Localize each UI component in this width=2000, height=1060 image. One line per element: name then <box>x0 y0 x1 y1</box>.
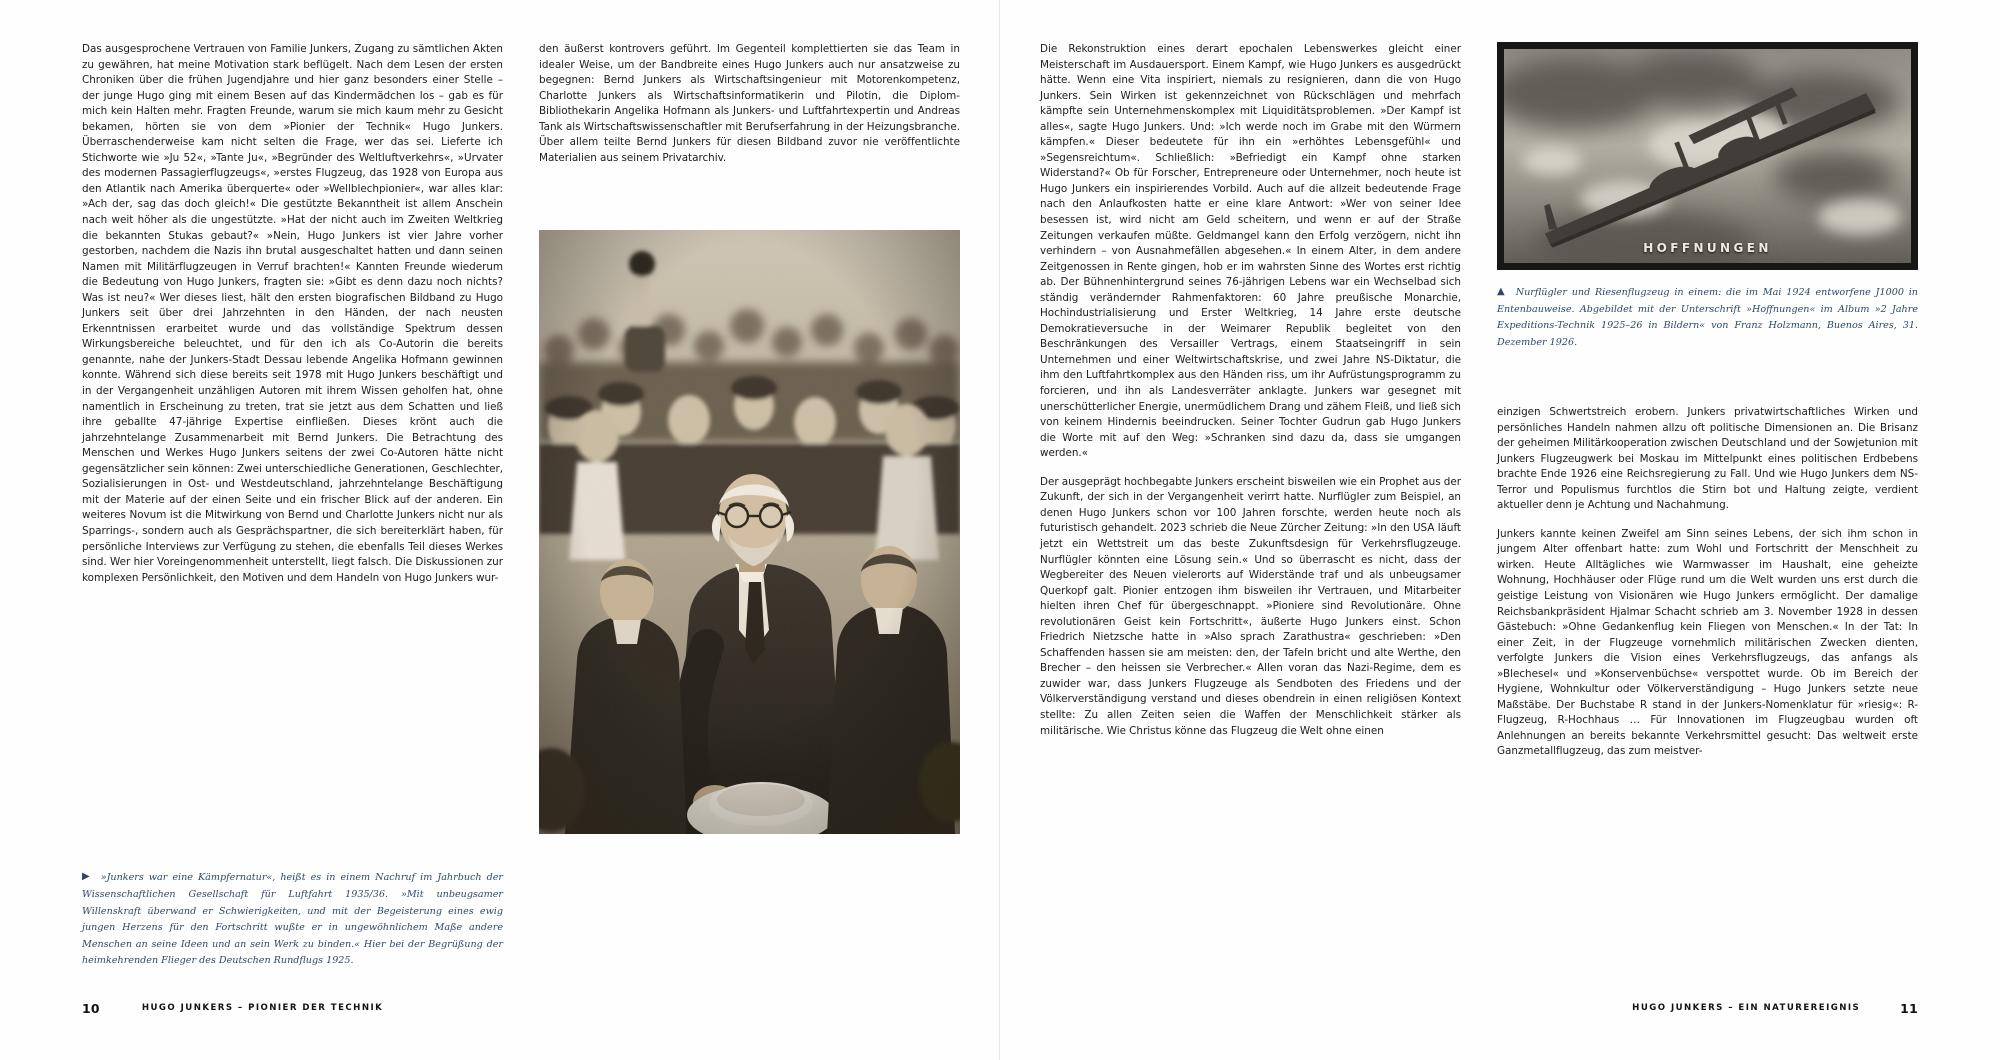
plane-photo-overlay-text: HOFFNUNGEN <box>1643 241 1772 255</box>
crowd-photo-artwork <box>539 230 960 834</box>
triangle-right-icon: ▶ <box>82 871 90 883</box>
figure-caption-crowd <box>82 870 503 970</box>
left-page-footer <box>82 1000 383 1016</box>
plane-photo-frame <box>1497 42 1918 270</box>
caption-text <box>82 870 503 970</box>
plane-photo-image <box>1504 49 1911 263</box>
body-paragraph: Die Rekonstruktion eines derart epochalen Lebenswerkes gleicht einer Meisterschaft im Ausdauersport. Einem Kampf, wie Hugo Junkers es ausgedrückt hätte. Wenn eine Vita inspiriert, niemals zu resignieren, dann die von Hugo Junkers. Sein Wirken ist gekennzeichnet von Rückschlägen und mehrfach kämpfte sein Unternehmenskomplex mit Liquiditätsproblemen. »Der Kampf ist alles«, sagte Hugo Junkers. Und: »Ich werde noch im Grabe mit den Würmern kämpfen.« Dieser bedeutete für ihn ein »erhöhtes Lebensgefühl« und »Segensreichtum«. Schließlich: »Befriedigt ein Kampf ohne starken Widerstand?« Ob für Forscher, Entrepreneure oder Unternehmer, noch heute ist Hugo Junkers ein inspirierendes Vorbild. Auch auf die allzeit bedeutende Frage nach den Anlaufkosten hatte er eine klare Antwort: »Wer von seiner Idee besessen ist, wird nicht am Geld scheitern, und wenn er auf der Straße Zeitungen verkaufen müßte. Geldmangel kann den Erfolg verzögern, nicht ihn verhindern – von Ausnahmefällen abgesehen.« In einem Alter, in dem andere Zeitgenossen in Rente gingen, hob er im wahrsten Sinne des Wortes erst richtig ab. Der Bühnenhintergrund seines 76-jährigen Lebens war ein Wechselbad sich ständig verändernder Rahmenfaktoren: 60 Jahre preußische Monarchie, Hochindustrialisierung und Erster Weltkrieg, 14 Jahre erste deutsche Demokratieversuche in der Weimarer Republik begleitet von den Beschränkungen des Versailler Vertrags, einem Staatseingriff in sein Unternehmen und einer Weltwirtschaftskrise, und zwei Jahre NS-Diktatur, die ihm den Luftfahrtkomplex aus den Händen riss, um ihr Aufrüstungsprogramm zu forcieren, und ihn als Landesverräter anklagte. Junkers war gesegnet mit unerschütterlicher Energie, unermüdlichem Drang und zähem Fleiß, und ließ sich von keinem Hindernis beeindrucken. Seiner Tochter Gudrun gab Hugo Junkers die Worte mit auf den Weg: »Schranken sind dazu da, dass sie umgangen werden.« <box>1040 43 1461 460</box>
plane-photo <box>1497 42 1918 270</box>
folio-number: 10 <box>82 1000 100 1016</box>
column-2 <box>539 42 960 970</box>
body-paragraph: den äußerst kontrovers geführt. Im Gegenteil komplettierten sie das Team in idealer Weise, um der Bandbreite eines Hugo Junkers auch nur ansatzweise zu begegnen: Bernd Junkers als Wirtschaftsingenieur mit Motorenkompetenz, Charlotte Junkers als Wirtschaftsinformatikerin und Pilotin, die Diplom-Bibliothekarin Angelika Hofmann als Junkers- und Luftfahrtexpertin und Andreas Tank als Wirtschaftswissenschaftler mit Berufserfahrung in der Heizungsbranche. Über allem teilte Bernd Junkers für diesen Bildband zuvor nie veröffentlichte Materialien aus seinem Privatarchiv. <box>539 43 960 164</box>
running-head: HUGO JUNKERS – PIONIER DER TECHNIK <box>141 1003 384 1013</box>
left-page-columns <box>82 42 960 970</box>
column-4-text <box>1497 405 1918 760</box>
body-paragraph: Junkers kannte keinen Zweifel am Sinn seines Lebens, der sich ihm schon in jungem Alter offenbart hatte: zum Wohl und Fortschritt der Menschheit zu wirken. Heute Alltägliches wie Warmwasser im Haushalt, eine geheizte Wohnung, Hochhäuser oder Flüge rund um die Welt wurden uns erst durch die geistige Leistung von Visionären wie Hugo Junkers ermöglicht. Der damalige Reichsbankpräsident Hjalmar Schacht schrieb am 3. November 1928 in dessen Gästebuch: »Ohne Gedankenflug kein Fliegen von Menschen.« In der Tat: In einer Zeit, in der Flugzeuge vornehmlich militärischen Zwecken dienten, verfolgte Junkers die Vision eines Verkehrsflugzeugs, das anfangs als »Blechesel« und »Konservenbüchse« verspottet wurde. Ob im Bereich der Hygiene, Wohnkultur oder Völkerverständigung – Hugo Junkers setzte neue Maßstäbe. Der Buchstabe R stand in der Junkers-Nomenklatur für »riesig«: R-Flugzeug, R-Hochhaus … Für Innovationen im Flugzeugbau wurden oft Anlehnungen an bereits bekannte Verkehrsmittel gesucht: Das weltweit erste Ganzmetallflugzeug, das zum meistver- <box>1497 527 1918 758</box>
body-paragraph: Das ausgesprochene Vertrauen von Familie Junkers, Zugang zu sämtlichen Akten zu gewähren, hat meine Motivation stark beflügelt. Nach dem Lesen der ersten Chroniken über die frühen Jugendjahre und hier ganz besonders einer Stelle – der junge Hugo ging mit einem Besen auf das Kindermädchen los – gab es für mich kein Halten mehr. Fragten Freunde, warum sie mich kaum mehr zu Gesicht bekamen, hörten sie von dem »Pionier der Technik« Hugo Junkers. Überraschenderweise kam nicht selten die Frage, wer das sei. Lieferte ich Stichworte wie »Ju 52«, »Tante Ju«, »Begründer des Weltluftverkehrs«, »Urvater des modernen Passagierflugzeugs«, »erstes Flugzeug, das 1928 von Europa aus den Atlantik nach Amerika überquerte« oder »Wellblechpionier«, war alles klar: »Ach der, sag das doch gleich!« Die gestützte Bekanntheit ist allem Anschein nach weit höher als die ungestützte. »Hat der nicht auch im Zweiten Weltkrieg die bekannten Stukas gebaut?« »Nein, Hugo Junkers ist vier Jahre vorher gestorben, nachdem die Nazis ihn brutal ausgeschaltet hatten und dann seinen Namen mit Militärflugzeugen in Verruf brachten!« Kannten Freunde wiederum die Bedeutung von Hugo Junkers, fragten sie: »Gibt es denn dazu noch nichts? Was ist neu?« Wer dieses liest, hält den ersten biografischen Bildband zu Hugo Junkers seit über drei Jahrzehnten in den Händen, der nach neusten Erkenntnissen erarbeitet wurde und das vollständige Spektrum dessen Wirkungsbereiche beleuchtet, und für den ich als Co-Autorin die bereits genannte, nahe der Junkers-Stadt Dessau lebende Angelika Hofmann gewinnen konnte. Während sich diese bereits seit 1978 mit Hugo Junkers beschäftigt und in der Vergangenheit unzähligen Autoren mit ihrem Wissen geholfen hat, ohne namentlich in Erscheinung zu treten, trat sie jetzt aus dem Schatten und ließ ihre geballte 47-jährige Expertise einfließen. Dieses krönt auch die jahrzehntelange Zusammenarbeit mit Bernd Junkers. Die Betrachtung des Menschen und Werkes Hugo Junkers seitens der zwei Co-Autoren hätte nicht gegensätzlicher sein können: Zwei unterschiedliche Generationen, Geschlechter, Sozialisierungen in Ost- und Westdeutschland, jahrzehntelange Beschäftigung mit der Materie auf der einen Seite und ein frischer Blick auf der anderen. Ein weiteres Novum ist die Mitwirkung von Bernd und Charlotte Junkers nicht nur als Sparrings-, sondern auch als Gesprächspartner, die sich bereiterklärt haben, für persönliche Interviews zur Verfügung zu stehen, die ebenfalls Teil dieses Werkes sind. Wer hier Voreingenommenheit unterstellt, liegt falsch. Die Diskussionen zur komplexen Persönlichkeit, den Motiven und dem Handeln von Hugo Junkers wur- <box>82 43 503 584</box>
column-3 <box>1040 42 1461 970</box>
column-1 <box>82 42 503 970</box>
column-4 <box>1497 42 1918 970</box>
caption-body: »Junkers war eine Kämpfernatur«, heißt es in einem Nachruf im Jahrbuch der Wissenschaftlichen Gesellschaft für Luftfahrt 1935/36. »Mit unbeugsamer Willenskraft überwand er Schwierigkeiten, und mit der Begeisterung eines ewig jungen Herzens für den Fortschritt wußte er in ungewöhnlichem Maße andere Menschen an seine Ideen und an sein Werk zu binden.« Hier bei der Begrüßung der heimkehrenden Flieger des Deutschen Rundflugs 1925. <box>82 872 503 967</box>
running-head: HUGO JUNKERS – EIN NATUREREIGNIS <box>1632 1003 1861 1013</box>
caption-body: Nurflügler und Riesenflugzeug in einem: die im Mai 1924 entworfene J1000 in Entenbauweise. Abgebildet mit der Unterschrift »Hoffnungen« im Album »2 Jahre Expeditions-Technik 1925–26 in Bildern« von Franz Holzmann, Buenos Aires, 31. Dezember 1926. <box>1497 287 1918 348</box>
plane-photo-artwork <box>1504 49 1911 263</box>
figure-caption-plane <box>1497 285 1918 351</box>
right-page-columns <box>1040 42 1918 970</box>
right-page-footer <box>1632 1000 1918 1016</box>
body-paragraph: Der ausgeprägt hochbegabte Junkers erscheint bisweilen wie ein Prophet aus der Zukunft, der sich in der Vergangenheit verirrt hatte. Nurflügler zum Beispiel, an denen Hugo Junkers schon vor 100 Jahren forschte, werden heute noch als futuristisch gehandelt. 2023 schrieb die Neue Zürcher Zeitung: »In den USA läuft jetzt ein Wettstreit um das beste Zukunftsdesign für Verkehrsflugzeuge. Nurflügler könnten eine Lösung sein.« Und so überrascht es nicht, dass der Wegbereiter des Neuen vielerorts auf Widerstände traf und als unbeugsamer Querkopf galt. Pionier entzogen ihm bisweilen ihr Vertrauen, und Mitarbeiter hielten ihren Chef für übergeschnappt. »Pioniere sind Revolutionäre. Ohne revolutionären Geist kein Fortschritt«, äußerte Hugo Junkers einst. Schon Friedrich Nietzsche hatte in »Also sprach Zarathustra« geschrieben: »Den Schaffenden hassen sie am meisten: den, der Tafeln bricht und alte Werthe, den Brecher – den heissen sie Verbrecher.« Allen voran das Nazi-Regime, dem es zuwider war, dass Junkers Flugzeuge als Sendboten des Friedens und der Völkerverständigung verstand und dieses obendrein in einen religiösen Kontext stellte: Zu allen Zeiten seien die Waffen der Menschlichkeit stärker als militärische. Wie Christus könne das Flugzeug die Welt ohne einen <box>1040 475 1461 737</box>
caption-text <box>1497 285 1918 351</box>
triangle-up-icon: ▲ <box>1497 286 1505 297</box>
right-page <box>1000 0 2000 1060</box>
crowd-photo <box>539 230 960 834</box>
folio-number: 11 <box>1900 1000 1918 1016</box>
body-paragraph: einzigen Schwertstreich erobern. Junkers privatwirtschaftliches Wirken und persönliches Handeln nahmen allzu oft politische Dimensionen an. Die Brisanz der geheimen Militärkooperation zwischen Deutschland und der Sowjetunion mit Junkers Flugzeugwerk bei Moskau im Mittelpunkt eines politischen Erdbebens brachte Ende 1926 eine Reichsregierung zu Fall. Und wie Hugo Junkers dem NS-Terror und Populismus furchtlos die Stirn bot und Haltung zeigte, verdient aktueller denn je Achtung und Nachahmung. <box>1497 406 1918 512</box>
